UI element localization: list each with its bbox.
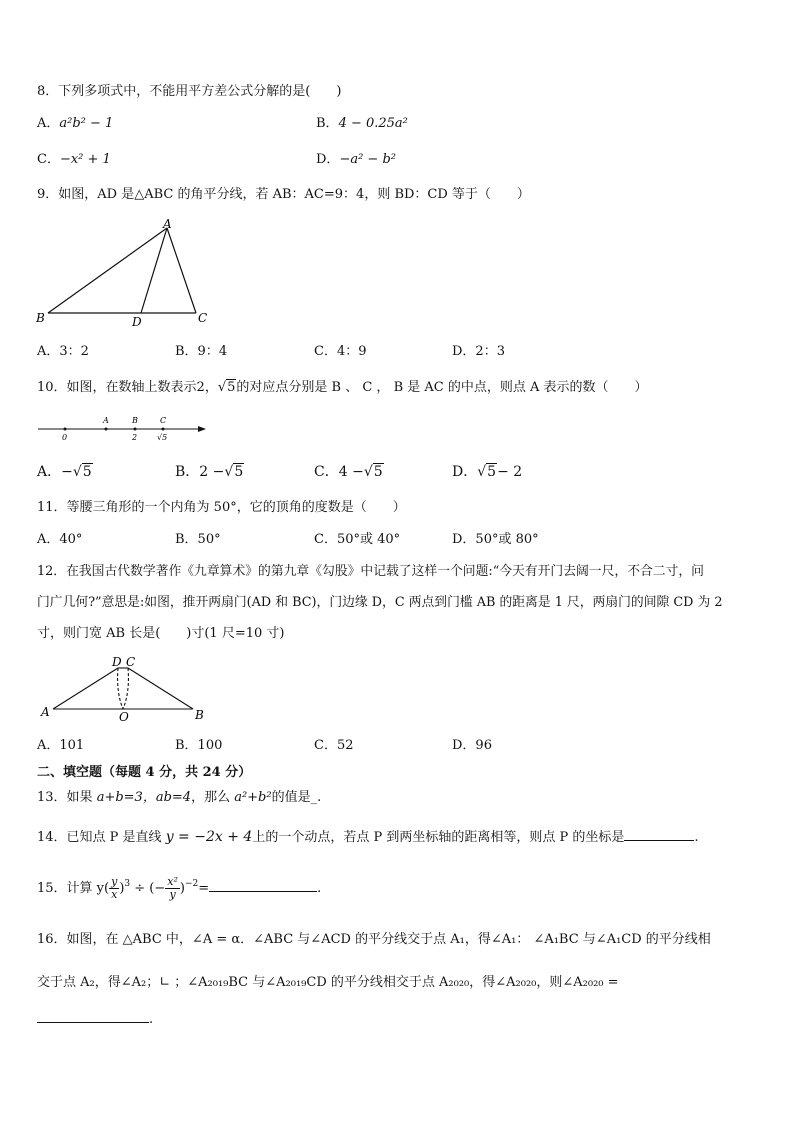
q8-option-b: B．4 − 0.25a² [316, 116, 408, 131]
q12-line2: 门广几何?”意思是:如图，推开两扇门(AD 和 BC)，门边缘 D，C 两点到门槛 AB 的距离是 1 尺，两扇门的间隙 CD 为 2 [37, 595, 723, 610]
q10-label-two: 2 [132, 433, 138, 442]
q12-option-b: B．100 [175, 738, 223, 753]
q9-option-b: B．9：4 [175, 344, 228, 359]
q11-option-d: D．50°或 80° [452, 532, 539, 547]
q15-fraction-2: $\frac{\text{x²}}{y}$ [167, 875, 178, 901]
q12-label-a: A [41, 705, 50, 719]
q12-option-c: C．52 [314, 738, 354, 753]
q12-door-figure [34, 652, 214, 724]
q15-stem: 15．计算 y( $\frac{y}{x}$ )$^3$ ÷ (− $\frac{\text{x²}}{y}$ )$^{-2}$= . [37, 875, 322, 901]
q15-fraction-1: $\frac{y}{x}$ [111, 875, 118, 901]
q14-answer-blank [624, 828, 694, 841]
q12-line3: 寸，则门宽 AB 长是( )寸(1 尺=10 寸) [37, 626, 285, 641]
q11-option-a: A．40° [37, 532, 83, 547]
q8-option-c: C．−x² + 1 [37, 152, 111, 167]
q13-stem: 13．如果 a+b=3，ab=4，那么 a²+b²的值是_. [37, 790, 322, 805]
q10-option-c: C．4 −√5 [314, 464, 383, 480]
q12-option-a: A．101 [37, 738, 85, 753]
q9-label-d: D [132, 315, 142, 329]
q10-option-d: D．√5− 2 [452, 464, 523, 480]
q12-label-c: C [126, 655, 136, 669]
q12-label-d: D [112, 655, 122, 669]
q14-stem: 14．已知点 P 是直线 y = −2x + 4上的一个动点，若点 P 到两坐标轴的距离相等，则点 P 的坐标是 . [37, 829, 699, 845]
q16-line3: . [37, 1010, 153, 1029]
q12-label-b: B [195, 708, 204, 722]
q9-option-d: D．2：3 [452, 344, 505, 359]
q16-line1: 16．如图，在 △ABC 中，∠A = α．∠ABC 与∠ACD 的平分线交于点 A₁，得∠A₁： ∠A₁BC 与∠A₁CD 的平分线相 [37, 932, 711, 947]
q10-stem: 10．如图，在数轴上数表示2，√5的对应点分别是 B 、 C ， B 是 AC 的中点，则点 A 表示的数（ ） [37, 380, 648, 395]
q10-label-a: A [103, 416, 109, 425]
q10-label-c: C [160, 416, 167, 425]
q10-option-b: B．2 −√5 [175, 464, 244, 480]
q12-option-d: D．96 [452, 738, 492, 753]
q9-label-b: B [36, 311, 45, 325]
q8-option-a: A．a²b² − 1 [37, 116, 114, 131]
q11-option-b: B．50° [175, 532, 221, 547]
q12-label-o: O [119, 710, 129, 724]
q10-label-sqrt5: √5 [157, 433, 168, 442]
q9-stem: 9．如图，AD 是△ABC 的角平分线，若 AB：AC=9：4，则 BD：CD 等于（ ） [37, 187, 530, 202]
q9-label-c: C [198, 311, 208, 325]
q9-triangle-figure [30, 218, 230, 333]
q10-number-line-figure [36, 412, 211, 444]
q12-line1: 12．在我国古代数学著作《九章算术》的第九章《勾股》中记载了这样一个问题:“今天有开门去阔一尺，不合二寸，问 [37, 564, 704, 579]
q9-option-c: C．4：9 [314, 344, 367, 359]
q16-line2: 交于点 A₂，得∠A₂；∟ ；∠A₂₀₁₉BC 与∠A₂₀₁₉CD 的平分线相交于点 A₂₀₂₀，得∠A₂₀₂₀，则∠A₂₀₂₀ = [37, 975, 619, 990]
q10-option-a: A．−√5 [37, 464, 92, 480]
q9-option-a: A．3：2 [37, 344, 89, 359]
q11-option-c: C．50°或 40° [314, 532, 401, 547]
q11-stem: 11．等腰三角形的一个内角为 50°，它的顶角的度数是（ ） [37, 500, 406, 515]
q9-label-a: A [163, 218, 172, 231]
q8-stem: 8．下列多项式中，不能用平方差公式分解的是( ) [37, 84, 342, 99]
section-heading-fill-in: 二、填空题（每题 4 分，共 24 分） [37, 765, 252, 780]
q10-label-zero: 0 [62, 433, 68, 442]
q10-label-b: B [132, 416, 138, 425]
q16-answer-blank [37, 1010, 149, 1023]
q8-option-d: D．−a² − b² [316, 152, 396, 167]
q15-answer-blank [209, 879, 317, 892]
